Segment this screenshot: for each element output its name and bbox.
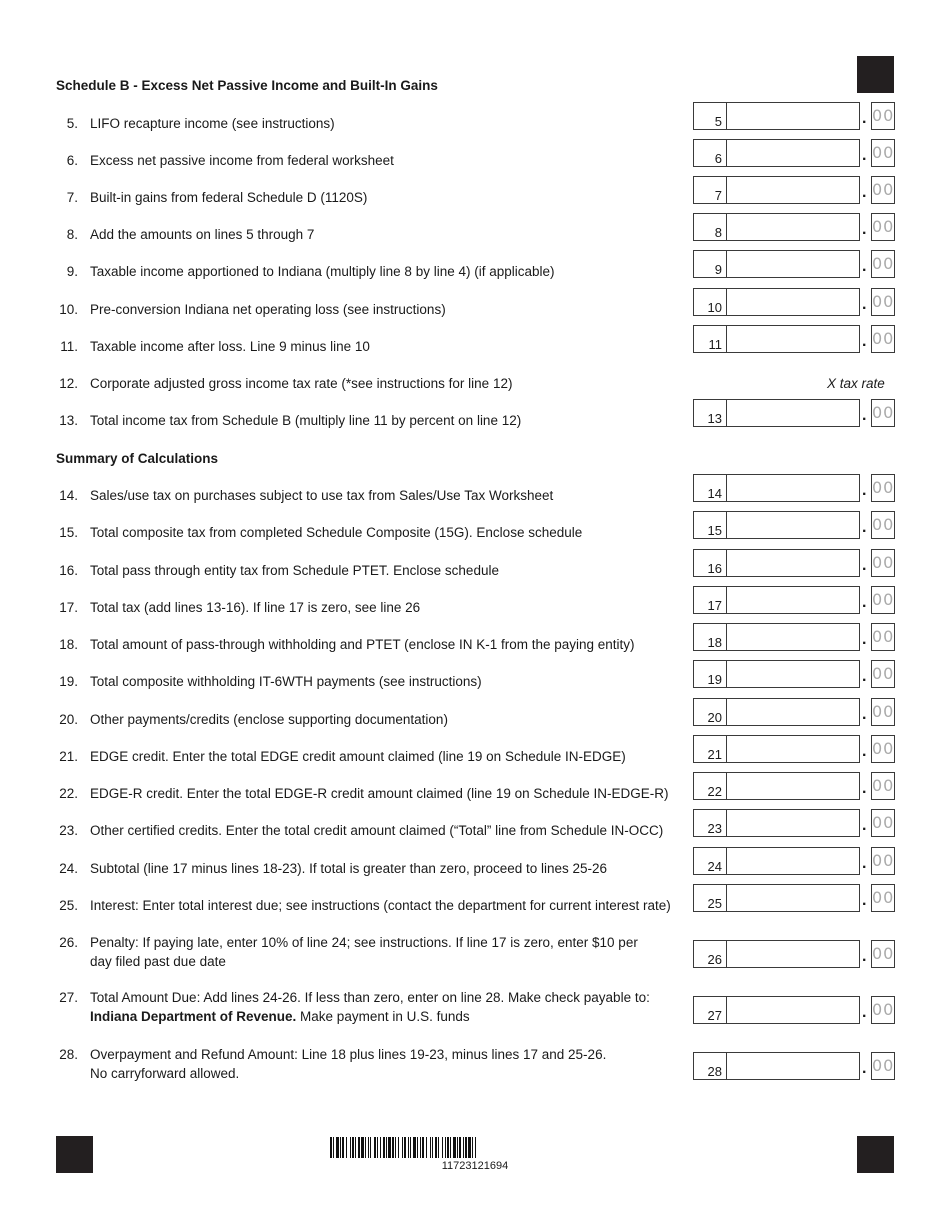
barcode-bar bbox=[368, 1137, 369, 1158]
barcode-bar bbox=[410, 1137, 411, 1158]
line-number: 10. bbox=[59, 302, 78, 317]
line-description: Corporate adjusted gross income tax rate (*see instructions for line 12) bbox=[90, 376, 513, 391]
barcode-bar bbox=[398, 1137, 399, 1158]
cents-field-line-5[interactable]: 00 bbox=[871, 102, 895, 130]
dollar-input[interactable] bbox=[727, 624, 859, 650]
barcode-bar bbox=[395, 1137, 396, 1158]
box-line-label: 24 bbox=[694, 848, 727, 874]
line-description: Total composite withholding IT-6WTH payments (see instructions) bbox=[90, 674, 482, 689]
box-line-label: 11 bbox=[694, 326, 727, 352]
barcode-bar bbox=[417, 1137, 418, 1158]
dollar-input[interactable] bbox=[727, 1053, 859, 1079]
line-description: Total composite tax from completed Schedule Composite (15G). Enclose schedule bbox=[90, 525, 583, 540]
barcode-bar bbox=[445, 1137, 446, 1158]
barcode-bar bbox=[365, 1137, 366, 1158]
line-number: 7. bbox=[66, 190, 78, 205]
registration-mark-top-right bbox=[857, 56, 894, 93]
barcode-bar bbox=[442, 1137, 443, 1158]
box-line-label: 20 bbox=[694, 699, 727, 725]
decimal-point: . bbox=[862, 668, 867, 685]
line-number: 8. bbox=[66, 227, 78, 242]
line-number: 13. bbox=[59, 413, 78, 428]
dollar-input[interactable] bbox=[727, 251, 859, 277]
barcode-bar bbox=[465, 1137, 467, 1158]
dollar-input[interactable] bbox=[727, 810, 859, 836]
cents-field-line-25[interactable]: 00 bbox=[871, 884, 895, 912]
registration-mark-bottom-right bbox=[857, 1136, 894, 1173]
line-number: 11. bbox=[60, 339, 78, 354]
line-number: 16. bbox=[59, 563, 78, 578]
box-line-label: 14 bbox=[694, 475, 727, 501]
line-number: 15. bbox=[59, 525, 78, 540]
amount-field-line-15[interactable] bbox=[693, 511, 860, 539]
line-number: 5. bbox=[66, 116, 78, 131]
cents-field-line-10[interactable]: 00 bbox=[871, 288, 895, 316]
box-line-label: 27 bbox=[694, 997, 727, 1023]
box-line-label: 6 bbox=[694, 140, 727, 166]
dollar-input[interactable] bbox=[727, 848, 859, 874]
barcode-bar bbox=[472, 1137, 473, 1158]
barcode-bar bbox=[457, 1137, 458, 1158]
barcode-bar bbox=[447, 1137, 449, 1158]
dollar-input[interactable] bbox=[727, 550, 859, 576]
amount-field-line-27[interactable] bbox=[693, 996, 860, 1024]
dollar-input[interactable] bbox=[727, 512, 859, 538]
decimal-point: . bbox=[862, 221, 867, 238]
dollar-input[interactable] bbox=[727, 773, 859, 799]
line-number: 20. bbox=[59, 712, 78, 727]
line-description: Add the amounts on lines 5 through 7 bbox=[90, 227, 315, 242]
line-number: 28. bbox=[59, 1047, 78, 1062]
amount-field-line-8[interactable] bbox=[693, 213, 860, 241]
barcode-bar bbox=[426, 1137, 427, 1158]
box-line-label: 13 bbox=[694, 400, 727, 426]
barcode-bar bbox=[346, 1137, 347, 1158]
dollar-input[interactable] bbox=[727, 400, 859, 426]
cents-field-line-6[interactable]: 00 bbox=[871, 139, 895, 167]
cents-field-line-18[interactable]: 00 bbox=[871, 623, 895, 651]
dollar-input[interactable] bbox=[727, 661, 859, 687]
barcode-bar bbox=[336, 1137, 339, 1158]
dollar-input[interactable] bbox=[727, 140, 859, 166]
amount-field-line-21[interactable] bbox=[693, 735, 860, 763]
amount-field-line-16[interactable] bbox=[693, 549, 860, 577]
dollar-input[interactable] bbox=[727, 289, 859, 315]
barcode-bar bbox=[463, 1137, 464, 1158]
barcode-bar bbox=[392, 1137, 394, 1158]
decimal-point: . bbox=[862, 817, 867, 834]
decimal-point: . bbox=[862, 184, 867, 201]
barcode-bar bbox=[340, 1137, 341, 1158]
decimal-point: . bbox=[862, 1060, 867, 1077]
decimal-point: . bbox=[862, 258, 867, 275]
decimal-point: . bbox=[862, 780, 867, 797]
dollar-input[interactable] bbox=[727, 941, 859, 967]
line-description: Penalty: If paying late, enter 10% of line 24; see instructions. If line 17 is zero, enter $10 per day filed past due date bbox=[90, 935, 638, 969]
line-description: Sales/use tax on purchases subject to use tax from Sales/Use Tax Worksheet bbox=[90, 488, 554, 503]
barcode-bar bbox=[475, 1137, 476, 1158]
amount-field-line-17[interactable] bbox=[693, 586, 860, 614]
line-number: 17. bbox=[59, 600, 78, 615]
line-description: Taxable income apportioned to Indiana (multiply line 8 by line 4) (if applicable) bbox=[90, 264, 555, 279]
barcode-bar bbox=[377, 1137, 378, 1158]
amount-field-line-18[interactable] bbox=[693, 623, 860, 651]
decimal-point: . bbox=[862, 706, 867, 723]
box-line-label: 8 bbox=[694, 214, 727, 240]
decimal-point: . bbox=[862, 333, 867, 350]
barcode-bar bbox=[430, 1137, 431, 1158]
amount-field-line-20[interactable] bbox=[693, 698, 860, 726]
barcode-bar bbox=[438, 1137, 439, 1158]
barcode-bar bbox=[358, 1137, 360, 1158]
cents-field-line-19[interactable]: 00 bbox=[871, 660, 895, 688]
line-number: 26. bbox=[59, 935, 78, 950]
box-line-label: 28 bbox=[694, 1053, 727, 1079]
amount-field-line-24[interactable] bbox=[693, 847, 860, 875]
dollar-input[interactable] bbox=[727, 587, 859, 613]
amount-field-line-5[interactable] bbox=[693, 102, 860, 130]
amount-field-line-6[interactable] bbox=[693, 139, 860, 167]
cents-field-line-20[interactable]: 00 bbox=[871, 698, 895, 726]
barcode-bar bbox=[408, 1137, 409, 1158]
decimal-point: . bbox=[862, 296, 867, 313]
decimal-point: . bbox=[862, 855, 867, 872]
barcode-bar bbox=[330, 1137, 332, 1158]
amount-field-line-26[interactable] bbox=[693, 940, 860, 968]
decimal-point: . bbox=[862, 892, 867, 909]
line-description: Subtotal (line 17 minus lines 18-23). If total is greater than zero, proceed to lines 25-26 bbox=[90, 861, 608, 876]
barcode-bar bbox=[432, 1137, 433, 1158]
cents-field-line-8[interactable]: 00 bbox=[871, 213, 895, 241]
line-description: Taxable income after loss. Line 9 minus line 10 bbox=[90, 339, 370, 354]
tax-rate-label: X tax rate bbox=[827, 376, 885, 391]
dollar-input[interactable] bbox=[727, 103, 859, 129]
barcode-image bbox=[330, 1137, 620, 1158]
box-line-label: 5 bbox=[694, 103, 727, 129]
barcode-number: 11723121694 bbox=[441, 1160, 509, 1172]
cents-field-line-14[interactable]: 00 bbox=[871, 474, 895, 502]
box-line-label: 17 bbox=[694, 587, 727, 613]
barcode-bar bbox=[404, 1137, 406, 1158]
barcode-bar bbox=[333, 1137, 334, 1158]
cents-field-line-27[interactable]: 00 bbox=[871, 996, 895, 1024]
cents-field-line-11[interactable]: 00 bbox=[871, 325, 895, 353]
barcode-bar bbox=[435, 1137, 437, 1158]
box-line-label: 23 bbox=[694, 810, 727, 836]
dollar-input[interactable] bbox=[727, 326, 859, 352]
amount-field-line-10[interactable] bbox=[693, 288, 860, 316]
box-line-label: 25 bbox=[694, 885, 727, 911]
dollar-input[interactable] bbox=[727, 214, 859, 240]
barcode-bar bbox=[468, 1137, 471, 1158]
cents-field-line-21[interactable]: 00 bbox=[871, 735, 895, 763]
barcode-bar bbox=[388, 1137, 391, 1158]
decimal-point: . bbox=[862, 407, 867, 424]
cents-field-line-17[interactable]: 00 bbox=[871, 586, 895, 614]
barcode-bar bbox=[422, 1137, 424, 1158]
barcode-bar bbox=[380, 1137, 381, 1158]
dollar-input[interactable] bbox=[727, 997, 859, 1023]
decimal-point: . bbox=[862, 948, 867, 965]
line-description: Interest: Enter total interest due; see instructions (contact the department for current interest rate) bbox=[90, 898, 671, 913]
line-description: Other certified credits. Enter the total credit amount claimed (“Total” line from Schedule IN-OCC) bbox=[90, 823, 664, 838]
line-description: Built-in gains from federal Schedule D (1120S) bbox=[90, 190, 368, 205]
amount-field-line-23[interactable] bbox=[693, 809, 860, 837]
box-line-label: 7 bbox=[694, 177, 727, 203]
line-description: Total income tax from Schedule B (multiply line 11 by percent on line 12) bbox=[90, 413, 522, 428]
line-number: 14. bbox=[59, 488, 78, 503]
cents-field-line-24[interactable]: 00 bbox=[871, 847, 895, 875]
box-line-label: 26 bbox=[694, 941, 727, 967]
barcode-bar bbox=[386, 1137, 387, 1158]
amount-field-line-9[interactable] bbox=[693, 250, 860, 278]
line-description: Total amount of pass-through withholding and PTET (enclose IN K-1 from the paying entity) bbox=[90, 637, 635, 652]
cents-field-line-16[interactable]: 00 bbox=[871, 549, 895, 577]
line-number: 25. bbox=[59, 898, 78, 913]
dollar-input[interactable] bbox=[727, 699, 859, 725]
barcode-bar bbox=[350, 1137, 351, 1158]
cents-field-line-15[interactable]: 00 bbox=[871, 511, 895, 539]
dollar-input[interactable] bbox=[727, 177, 859, 203]
amount-field-line-14[interactable] bbox=[693, 474, 860, 502]
cents-field-line-26[interactable]: 00 bbox=[871, 940, 895, 968]
barcode-bar bbox=[352, 1137, 354, 1158]
line-description: Total pass through entity tax from Schedule PTET. Enclose schedule bbox=[90, 563, 499, 578]
decimal-point: . bbox=[862, 482, 867, 499]
barcode-bar bbox=[459, 1137, 461, 1158]
barcode-bar bbox=[453, 1137, 456, 1158]
dollar-input[interactable] bbox=[727, 736, 859, 762]
dollar-input[interactable] bbox=[727, 475, 859, 501]
box-line-label: 15 bbox=[694, 512, 727, 538]
barcode-bar bbox=[420, 1137, 421, 1158]
barcode-bar bbox=[402, 1137, 403, 1158]
decimal-point: . bbox=[862, 1004, 867, 1021]
line-description: Other payments/credits (enclose supporting documentation) bbox=[90, 712, 448, 727]
cents-field-line-22[interactable]: 00 bbox=[871, 772, 895, 800]
box-line-label: 19 bbox=[694, 661, 727, 687]
decimal-point: . bbox=[862, 631, 867, 648]
line-description: Total tax (add lines 13-16). If line 17 is zero, see line 26 bbox=[90, 600, 421, 615]
line-number: 21. bbox=[59, 749, 78, 764]
box-line-label: 10 bbox=[694, 289, 727, 315]
box-line-label: 18 bbox=[694, 624, 727, 650]
cents-field-line-23[interactable]: 00 bbox=[871, 809, 895, 837]
cents-field-line-13[interactable]: 00 bbox=[871, 399, 895, 427]
barcode-bar bbox=[383, 1137, 385, 1158]
line-number: 23. bbox=[59, 823, 78, 838]
box-line-label: 22 bbox=[694, 773, 727, 799]
line-number: 9. bbox=[66, 264, 78, 279]
cents-field-line-7[interactable]: 00 bbox=[871, 176, 895, 204]
decimal-point: . bbox=[862, 147, 867, 164]
line-number: 27. bbox=[59, 990, 78, 1005]
barcode-bar bbox=[355, 1137, 356, 1158]
dollar-input[interactable] bbox=[727, 885, 859, 911]
line-number: 18. bbox=[59, 637, 78, 652]
decimal-point: . bbox=[862, 110, 867, 127]
amount-field-line-11[interactable] bbox=[693, 325, 860, 353]
decimal-point: . bbox=[862, 557, 867, 574]
amount-field-line-22[interactable] bbox=[693, 772, 860, 800]
line-description: Excess net passive income from federal worksheet bbox=[90, 153, 394, 168]
cents-field-line-28[interactable]: 00 bbox=[871, 1052, 895, 1080]
amount-field-line-19[interactable] bbox=[693, 660, 860, 688]
line-number: 6. bbox=[66, 153, 78, 168]
line-description: Overpayment and Refund Amount: Line 18 plus lines 19-23, minus lines 17 and 25-26. No carryforward allowed. bbox=[90, 1047, 607, 1081]
amount-field-line-25[interactable] bbox=[693, 884, 860, 912]
box-line-label: 21 bbox=[694, 736, 727, 762]
box-line-label: 16 bbox=[694, 550, 727, 576]
line-number: 24. bbox=[59, 861, 78, 876]
line-number: 19. bbox=[59, 674, 78, 689]
barcode-bar bbox=[361, 1137, 364, 1158]
barcode-bar bbox=[342, 1137, 344, 1158]
line-number: 22. bbox=[59, 786, 78, 801]
line-description: EDGE credit. Enter the total EDGE credit amount claimed (line 19 on Schedule IN-EDGE) bbox=[90, 749, 626, 764]
summary-heading: Summary of Calculations bbox=[56, 451, 219, 466]
line-description: LIFO recapture income (see instructions) bbox=[90, 116, 335, 131]
decimal-point: . bbox=[862, 594, 867, 611]
decimal-point: . bbox=[862, 519, 867, 536]
barcode-bar bbox=[374, 1137, 376, 1158]
barcode-bar bbox=[450, 1137, 451, 1158]
barcode-bar bbox=[413, 1137, 416, 1158]
amount-field-line-28[interactable] bbox=[693, 1052, 860, 1080]
schedule-b-heading: Schedule B - Excess Net Passive Income and Built-In Gains bbox=[56, 78, 438, 93]
cents-field-line-9[interactable]: 00 bbox=[871, 250, 895, 278]
registration-mark-bottom-left bbox=[56, 1136, 93, 1173]
line-description: EDGE-R credit. Enter the total EDGE-R credit amount claimed (line 19 on Schedule IN-EDGE-R) bbox=[90, 786, 669, 801]
line-description: Total Amount Due: Add lines 24-26. If less than zero, enter on line 28. Make check payable to: Indiana Department of Revenue. Make payment in U.S. funds bbox=[90, 990, 650, 1024]
decimal-point: . bbox=[862, 743, 867, 760]
line-number: 12. bbox=[59, 376, 78, 391]
barcode-bar bbox=[370, 1137, 371, 1158]
line-description: Pre-conversion Indiana net operating loss (see instructions) bbox=[90, 302, 446, 317]
amount-field-line-13[interactable] bbox=[693, 399, 860, 427]
amount-field-line-7[interactable] bbox=[693, 176, 860, 204]
box-line-label: 9 bbox=[694, 251, 727, 277]
